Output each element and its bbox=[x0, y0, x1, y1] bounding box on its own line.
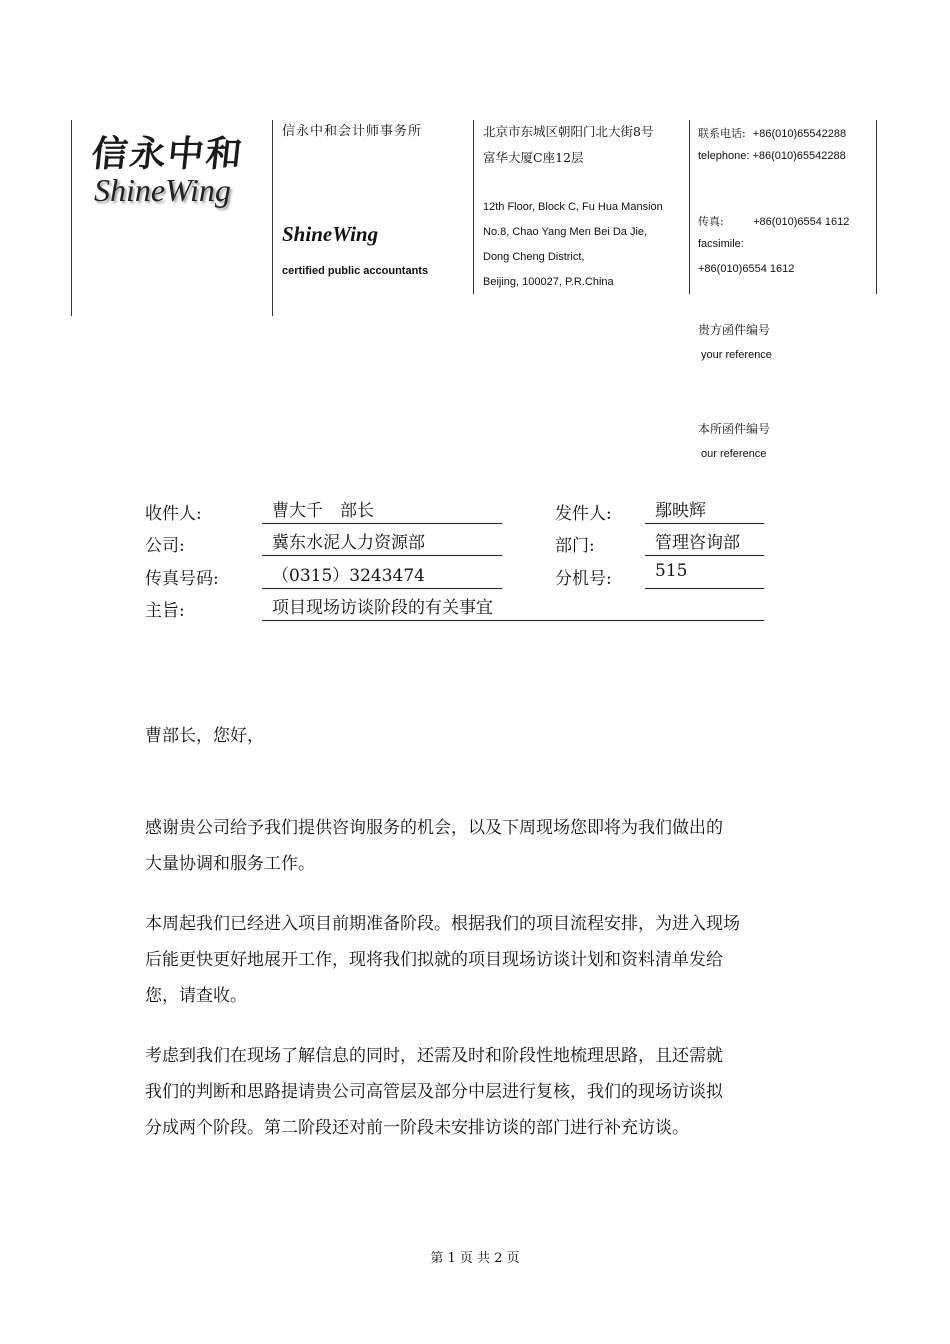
company-value: 冀东水泥人力资源部 bbox=[262, 528, 502, 556]
address-line: No.8, Chao Yang Men Bei Da Jie, bbox=[483, 226, 648, 238]
phone-cn-row bbox=[698, 125, 846, 141]
fax-label-cn: 传真: bbox=[698, 215, 724, 228]
address-line: Dong Cheng District, bbox=[483, 251, 585, 263]
paragraph-line: 我们的判断和思路提请贵公司高管层及部分中层进行复核，我们的现场访谈拟 bbox=[145, 1082, 723, 1102]
phone-label-en: telephone: bbox=[698, 150, 750, 162]
paragraph-2 bbox=[145, 906, 815, 1014]
subject-label: 主旨: bbox=[145, 601, 185, 621]
address-line: 富华大厦C座12层 bbox=[483, 150, 584, 165]
phone-value-en: +86(010)65542288 bbox=[752, 150, 846, 162]
phone-value: +86(010)65542288 bbox=[752, 128, 847, 140]
dept-label: 部门: bbox=[555, 536, 595, 556]
fax-number-label: 传真号码: bbox=[145, 569, 219, 589]
firm-subtitle: certified public accountants bbox=[282, 265, 429, 277]
address-chinese bbox=[483, 119, 653, 171]
firm-name-english: ShineWing bbox=[282, 222, 379, 246]
paragraph-1 bbox=[145, 810, 815, 882]
paragraph-line: 您，请查收。 bbox=[145, 986, 247, 1006]
fax-cn-row bbox=[698, 213, 849, 229]
firm-name-chinese: 信永中和会计师事务所 bbox=[282, 124, 423, 139]
dept-value: 管理咨询部 bbox=[645, 528, 764, 556]
paragraph-line: 后能更快更好地展开工作，现将我们拟就的项目现场访谈计划和资料清单发给 bbox=[145, 950, 723, 970]
divider-line bbox=[876, 120, 877, 294]
sender-label: 发件人: bbox=[555, 504, 612, 524]
divider-line bbox=[473, 120, 474, 294]
address-line: 12th Floor, Block C, Fu Hua Mansion bbox=[483, 201, 663, 213]
greeting: 曹部长，您好， bbox=[145, 726, 264, 746]
logo-chinese: 信永中和 bbox=[89, 133, 246, 175]
divider-line bbox=[272, 120, 273, 316]
sender-value: 鄢映辉 bbox=[645, 496, 764, 524]
phone-label-cn: 联系电话: bbox=[698, 127, 746, 140]
address-line: Beijing, 100027, P.R.China bbox=[483, 276, 614, 288]
subject-value: 项目现场访谈阶段的有关事宜 bbox=[262, 593, 764, 621]
divider-line bbox=[71, 120, 72, 316]
divider-line bbox=[689, 120, 690, 294]
our-reference bbox=[698, 417, 770, 467]
recipient-label: 收件人: bbox=[145, 504, 202, 524]
fax-label-en: facsimile: bbox=[698, 238, 744, 250]
extension-label: 分机号: bbox=[555, 569, 612, 589]
paragraph-line: 感谢贵公司给予我们提供咨询服务的机会，以及下周现场您即将为我们做出的 bbox=[145, 818, 723, 838]
recipient-value: 曹大千 部长 bbox=[262, 496, 502, 524]
paragraph-line: 分成两个阶段。第二阶段还对前一阶段未安排访谈的部门进行补充访谈。 bbox=[145, 1118, 689, 1138]
page-number: 第 1 页 共 2 页 bbox=[430, 1251, 520, 1266]
paragraph-line: 考虑到我们在现场了解信息的同时，还需及时和阶段性地梳理思路，且还需就 bbox=[145, 1046, 723, 1066]
paragraph-line: 大量协调和服务工作。 bbox=[145, 854, 315, 874]
our-reference-cn: 本所函件编号 bbox=[698, 422, 771, 436]
your-reference-cn: 贵方函件编号 bbox=[698, 323, 771, 337]
fax-value-en: +86(010)6554 1612 bbox=[698, 263, 795, 275]
address-line: 北京市东城区朝阳门北大街8号 bbox=[483, 124, 654, 139]
your-reference-en: your reference bbox=[701, 349, 772, 361]
our-reference-en: our reference bbox=[701, 448, 767, 460]
paragraph-3 bbox=[145, 1038, 815, 1146]
logo-english: ShineWing bbox=[94, 172, 231, 208]
fax-number-value: （0315）3243474 bbox=[262, 561, 502, 589]
paragraph-line: 本周起我们已经进入项目前期准备阶段。根据我们的项目流程安排，为进入现场 bbox=[145, 914, 740, 934]
company-label: 公司: bbox=[145, 536, 185, 556]
address-english bbox=[483, 195, 663, 295]
extension-value: 515 bbox=[645, 561, 764, 589]
your-reference bbox=[698, 318, 772, 368]
fax-value: +86(010)6554 1612 bbox=[753, 216, 850, 228]
phone-en-row bbox=[698, 150, 846, 162]
